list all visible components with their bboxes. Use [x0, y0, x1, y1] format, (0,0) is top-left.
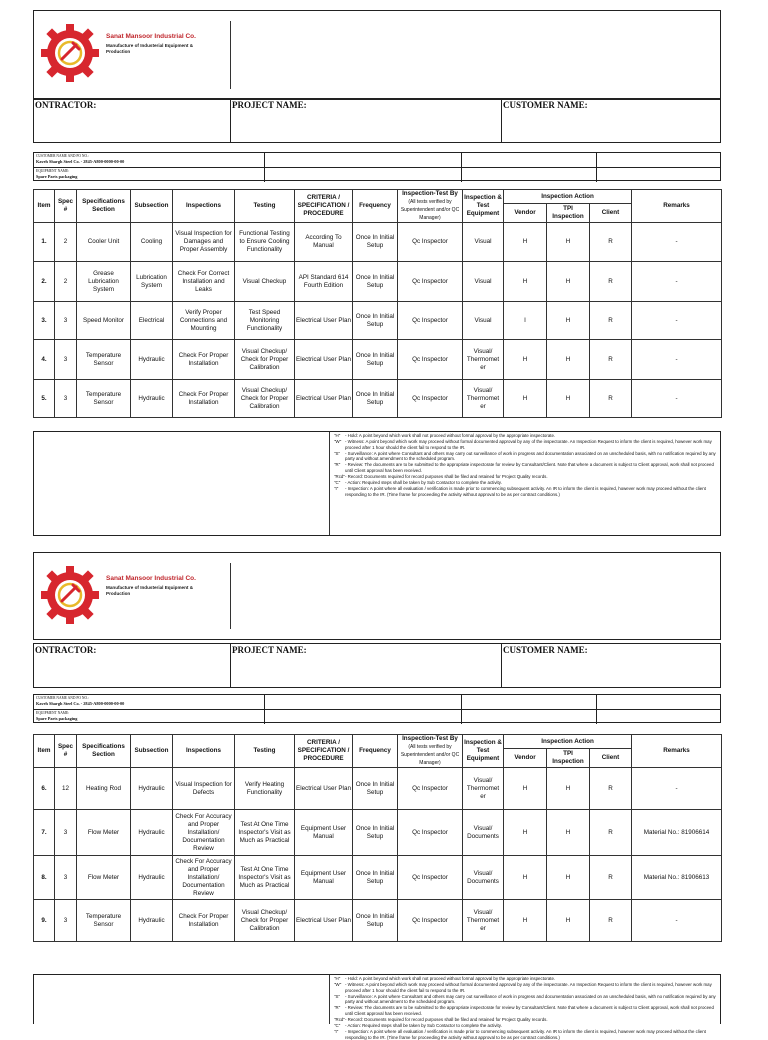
- cell-testing: Test At One Time Inspector's Visit as Much as Practical: [235, 810, 295, 856]
- legend-note: [334, 451, 722, 463]
- cell-by: Qc Inspector: [398, 302, 463, 340]
- cell-testing: Visual Checkup: [235, 262, 295, 302]
- cell-equipment: Visual: [463, 262, 504, 302]
- cell-frequency: Once In Initial Setup: [353, 810, 398, 856]
- cell-spec: 2: [55, 223, 77, 262]
- cell-item: 1.: [34, 223, 55, 262]
- cell-item: 3.: [34, 302, 55, 340]
- cell-tpi: H: [547, 262, 590, 302]
- col-section: Specifications Section: [77, 735, 131, 768]
- cell-subsection: Electrical: [131, 302, 173, 340]
- cell-subsection: Lubrication System: [131, 262, 173, 302]
- cell-by: Qc Inspector: [398, 856, 463, 900]
- col-spec: Spec #: [55, 190, 77, 223]
- col-testing: Testing: [235, 735, 295, 768]
- equipment-row: [34, 709, 720, 724]
- customer-po-row: [34, 695, 720, 709]
- cell-inspections: Check For Proper Installation: [173, 900, 235, 942]
- customer-po-text: CUSTOMER NAME AND PO NO.: Kaveh Shargh Steel Co. - 2845-A800-0000-00-00: [36, 696, 125, 706]
- customer-name-label: CUSTOMER NAME:: [503, 100, 588, 110]
- col-criteria: CRITERIA / SPECIFICATION / PROCEDURE: [295, 735, 353, 768]
- legend-note: [334, 462, 722, 474]
- cell-client: R: [590, 380, 632, 418]
- cell-testing: Visual Checkup/ Check for Proper Calibration: [235, 340, 295, 380]
- header-divider: [230, 563, 231, 629]
- customer-name-cell: [502, 99, 720, 142]
- cell-criteria: Electrical User Plan: [295, 380, 353, 418]
- cell-frequency: Once In Initial Setup: [353, 900, 398, 942]
- cell-client: R: [590, 223, 632, 262]
- contractor-label: ONTRACTOR:: [35, 645, 97, 655]
- legend-text: - Record: Documents required for record purposes shall be filed and retained for Project Quality records.: [345, 1017, 548, 1023]
- legend-note: [334, 994, 722, 1006]
- col-tpi: TPI Inspection: [547, 749, 590, 768]
- col-spec: Spec #: [55, 735, 77, 768]
- cell-criteria: Electrical User Plan: [295, 340, 353, 380]
- legend-key: "R": [334, 462, 341, 468]
- cell-equipment: Visual/ Thermomet er: [463, 768, 504, 810]
- cell-item: 2.: [34, 262, 55, 302]
- table-row: [34, 262, 722, 302]
- col-vendor: Vendor: [504, 749, 547, 768]
- table-row: [34, 380, 722, 418]
- legend-key: "I": [334, 485, 339, 491]
- col-item: Item: [34, 735, 55, 768]
- cell-item: 9.: [34, 900, 55, 942]
- cell-client: R: [590, 810, 632, 856]
- customer-po-text: CUSTOMER NAME AND PO NO.: Kaveh Shargh Steel Co. - 2845-A800-0000-00-00: [36, 154, 125, 164]
- cell-item: 8.: [34, 856, 55, 900]
- legend-key: "R": [334, 1005, 341, 1011]
- legend-key: "C": [334, 1022, 341, 1028]
- cell-frequency: Once In Initial Setup: [353, 768, 398, 810]
- cell-testing: Visual Checkup/ Check for Proper Calibration: [235, 380, 295, 418]
- legend-blank-cell: [34, 432, 330, 535]
- gear-logo-icon: [40, 561, 100, 633]
- company-logo: [40, 557, 230, 637]
- table-row: [34, 900, 722, 942]
- company-logo: [40, 15, 230, 95]
- table-body: [34, 768, 722, 942]
- cell-item: 6.: [34, 768, 55, 810]
- table-header: [34, 190, 722, 223]
- col-tpi: TPI Inspection: [547, 204, 590, 223]
- legend-key: "H": [334, 433, 341, 438]
- cell-remarks: -: [632, 900, 722, 942]
- col-remarks: Remarks: [632, 190, 722, 223]
- legend-key: "W": [334, 438, 342, 444]
- col-remarks: Remarks: [632, 735, 722, 768]
- legend-text: - Inspection: A point where all evaluation / verification is made prior to commencing subsequent activity. An IR to inform the client is required, however work may proceed without the client responding to the IR. (Time frame for proceeding the activity without approval to be as per contract conditions.): [345, 1028, 706, 1040]
- cell-subsection: Hydraulic: [131, 768, 173, 810]
- cell-by: Qc Inspector: [398, 810, 463, 856]
- gear-logo-icon: [40, 19, 100, 91]
- legend-note: [334, 486, 722, 498]
- cell-criteria: Electrical User Plan: [295, 302, 353, 340]
- legend-text: - Witness: A point beyond which work may proceed without formal documented approval by any of the inspectorate. An Inspection Request to inform the client is required, however work may proceed after 1 hour should the client fail to respond to the IR.: [345, 981, 712, 993]
- cell-remarks: -: [632, 302, 722, 340]
- legend-text: - Action: Required steps shall be taken by Sub Contactor to complete the activity.: [345, 1022, 502, 1028]
- equipment-row: [34, 167, 720, 182]
- inspection-table-1: [33, 189, 722, 418]
- cell-spec: 3: [55, 856, 77, 900]
- customer-info-block: [33, 152, 721, 181]
- cell-frequency: Once In Initial Setup: [353, 340, 398, 380]
- cell-tpi: H: [547, 810, 590, 856]
- cell-section: Flow Meter: [77, 856, 131, 900]
- cell-frequency: Once In Initial Setup: [353, 380, 398, 418]
- legend-text: - Witness: A point beyond which work may proceed without formal documented approval by any of the inspectorate. An Inspection Request to inform the client is required, however work may proceed after 1 hour should the client fail to respond to the IR.: [345, 438, 712, 450]
- project-name-label: PROJECT NAME:: [232, 645, 307, 655]
- cell-criteria: Electrical User Plan: [295, 900, 353, 942]
- legend-text: - Action: Required steps shall be taken by Sub Contactor to complete the activity.: [345, 479, 502, 485]
- col-client: Client: [590, 204, 632, 223]
- logo-header: [33, 552, 721, 640]
- col-section: Specifications Section: [77, 190, 131, 223]
- customer-po-row: [34, 153, 720, 167]
- cell-subsection: Hydraulic: [131, 810, 173, 856]
- legend-note: [334, 1005, 722, 1017]
- cell-remarks: -: [632, 340, 722, 380]
- legend-box: [33, 974, 721, 1040]
- cell-remarks: Material No.: 81906614: [632, 810, 722, 856]
- table-row: [34, 340, 722, 380]
- project-name-label: PROJECT NAME:: [232, 100, 307, 110]
- cell-client: R: [590, 900, 632, 942]
- legend-text: - Review: The documents are to be submitted to the appropriate inspectorate for review by Consultant/Client. Note that where a document is subject to Client approval, work shall not proceed until Client approval has been received.: [345, 1005, 714, 1017]
- legend-blank-cell: [34, 975, 330, 1024]
- cell-testing: Test Speed Monitoring Functionality: [235, 302, 295, 340]
- inspection-table-2: [33, 734, 722, 942]
- cell-section: Heating Rod: [77, 768, 131, 810]
- legend-text: - Hold: A point beyond which work shall not proceed without formal approval by the appropriate inspectorate.: [345, 433, 556, 438]
- col-inspections: Inspections: [173, 735, 235, 768]
- cell-subsection: Hydraulic: [131, 340, 173, 380]
- cell-client: R: [590, 856, 632, 900]
- col-inspections: Inspections: [173, 190, 235, 223]
- cell-inspections: Check For Correct Installation and Leaks: [173, 262, 235, 302]
- legend-note: [334, 1029, 722, 1040]
- cell-frequency: Once In Initial Setup: [353, 856, 398, 900]
- cell-inspections: Visual Inspection for Defects: [173, 768, 235, 810]
- legend-text: - Inspection: A point where all evaluation / verification is made prior to commencing subsequent activity. An IR to inform the client is required, however work may proceed without the client responding to the IR. (Time frame for proceeding the activity without approval to be as per contract conditions.): [345, 485, 706, 497]
- cell-vendor: H: [504, 856, 547, 900]
- cell-section: Cooler Unit: [77, 223, 131, 262]
- col-inspection-test-by: Inspection-Test By (All tests verified by Superintendent and/or QC Manager): [398, 735, 463, 768]
- cell-tpi: H: [547, 302, 590, 340]
- cell-testing: Visual Checkup/ Check for Proper Calibration: [235, 900, 295, 942]
- equipment-text: EQUIPMENT NAME: Spare Parts packaging: [36, 169, 78, 179]
- project-info-row: [33, 98, 721, 143]
- contractor-label: ONTRACTOR:: [35, 100, 97, 110]
- cell-tpi: H: [547, 340, 590, 380]
- cell-criteria: API Standard 614 Fourth Edition: [295, 262, 353, 302]
- cell-vendor: I: [504, 302, 547, 340]
- table-row: [34, 856, 722, 900]
- cell-section: Temperature Sensor: [77, 380, 131, 418]
- cell-frequency: Once In Initial Setup: [353, 223, 398, 262]
- cell-vendor: H: [504, 768, 547, 810]
- company-name: Sanat Mansoor Industrial Co.: [106, 33, 196, 40]
- col-item: Item: [34, 190, 55, 223]
- legend-key: "Rcd": [334, 474, 345, 480]
- legend-notes: [334, 433, 722, 497]
- cell-remarks: -: [632, 768, 722, 810]
- col-action: Inspection Action: [504, 735, 632, 749]
- cell-vendor: H: [504, 340, 547, 380]
- cell-client: R: [590, 302, 632, 340]
- cell-subsection: Hydraulic: [131, 856, 173, 900]
- cell-vendor: H: [504, 223, 547, 262]
- col-testing: Testing: [235, 190, 295, 223]
- cell-testing: Test At One Time Inspector's Visit as Much as Practical: [235, 856, 295, 900]
- cell-subsection: Hydraulic: [131, 900, 173, 942]
- customer-info-block: [33, 694, 721, 723]
- project-info-row: [33, 643, 721, 688]
- cell-vendor: H: [504, 380, 547, 418]
- legend-key: "W": [334, 981, 342, 987]
- contractor-cell: [34, 644, 231, 687]
- table-row: [34, 810, 722, 856]
- cell-inspections: Visual Inspection for Damages and Proper Assembly: [173, 223, 235, 262]
- col-subsection: Subsection: [131, 735, 173, 768]
- company-tagline: Manufacture of Industerial Equipment & Production: [106, 43, 194, 54]
- cell-client: R: [590, 340, 632, 380]
- cell-remarks: Material No.: 81906613: [632, 856, 722, 900]
- table-row: [34, 223, 722, 262]
- cell-tpi: H: [547, 223, 590, 262]
- cell-criteria: According To Manual: [295, 223, 353, 262]
- col-action: Inspection Action: [504, 190, 632, 204]
- cell-remarks: -: [632, 262, 722, 302]
- customer-name-label: CUSTOMER NAME:: [503, 645, 588, 655]
- cell-item: 5.: [34, 380, 55, 418]
- cell-subsection: Cooling: [131, 223, 173, 262]
- cell-by: Qc Inspector: [398, 340, 463, 380]
- contractor-cell: [34, 99, 231, 142]
- cell-equipment: Visual: [463, 302, 504, 340]
- cell-by: Qc Inspector: [398, 262, 463, 302]
- col-equipment: Inspection & Test Equipment: [463, 190, 504, 223]
- legend-key: "C": [334, 479, 341, 485]
- legend-key: "S": [334, 450, 341, 456]
- col-inspection-test-by: Inspection-Test By (All tests verified by Superintendent and/or QC Manager): [398, 190, 463, 223]
- cell-by: Qc Inspector: [398, 768, 463, 810]
- cell-vendor: H: [504, 810, 547, 856]
- legend-note: [334, 982, 722, 994]
- col-vendor: Vendor: [504, 204, 547, 223]
- cell-remarks: -: [632, 380, 722, 418]
- cell-tpi: H: [547, 768, 590, 810]
- cell-inspections: Check For Proper Installation: [173, 340, 235, 380]
- cell-criteria: Equipment User Manual: [295, 856, 353, 900]
- cell-equipment: Visual/ Thermomet er: [463, 340, 504, 380]
- cell-testing: Verify Heating Functionality: [235, 768, 295, 810]
- cell-frequency: Once In Initial Setup: [353, 262, 398, 302]
- cell-remarks: -: [632, 223, 722, 262]
- legend-text: - Surveillance: A point where Consultant and others may carry out surveillance of work in progress and documentation associated on an unscheduled basis, with no notification required by any party and without amendment to the scheduled program.: [345, 450, 716, 462]
- cell-equipment: Visual/ Thermomet er: [463, 900, 504, 942]
- cell-criteria: Electrical User Plan: [295, 768, 353, 810]
- cell-vendor: H: [504, 900, 547, 942]
- header-divider: [230, 21, 231, 89]
- cell-by: Qc Inspector: [398, 900, 463, 942]
- cell-spec: 3: [55, 380, 77, 418]
- col-frequency: Frequency: [353, 735, 398, 768]
- cell-inspections: Check For Accuracy and Proper Installation/ Documentation Review: [173, 810, 235, 856]
- cell-spec: 3: [55, 810, 77, 856]
- cell-section: Grease Lubrication System: [77, 262, 131, 302]
- cell-equipment: Visual: [463, 223, 504, 262]
- table-body: [34, 223, 722, 418]
- logo-header: [33, 10, 721, 100]
- cell-section: Temperature Sensor: [77, 900, 131, 942]
- cell-spec: 12: [55, 768, 77, 810]
- cell-client: R: [590, 768, 632, 810]
- col-equipment: Inspection & Test Equipment: [463, 735, 504, 768]
- cell-equipment: Visual/ Documents: [463, 810, 504, 856]
- col-client: Client: [590, 749, 632, 768]
- cell-spec: 3: [55, 340, 77, 380]
- cell-section: Temperature Sensor: [77, 340, 131, 380]
- company-tagline: Manufacture of Industerial Equipment & Production: [106, 585, 194, 596]
- legend-text: - Record: Documents required for record purposes shall be filed and retained for Project Quality records.: [345, 474, 548, 480]
- cell-item: 4.: [34, 340, 55, 380]
- company-name: Sanat Mansoor Industrial Co.: [106, 575, 196, 582]
- cell-section: Flow Meter: [77, 810, 131, 856]
- cell-inspections: Check For Proper Installation: [173, 380, 235, 418]
- legend-text: - Hold: A point beyond which work shall not proceed without formal approval by the appropriate inspectorate.: [345, 976, 556, 981]
- cell-equipment: Visual/ Thermomet er: [463, 380, 504, 418]
- table-header: [34, 735, 722, 768]
- table-row: [34, 302, 722, 340]
- cell-section: Speed Monitor: [77, 302, 131, 340]
- project-name-cell: [231, 644, 502, 687]
- cell-spec: 3: [55, 302, 77, 340]
- cell-spec: 2: [55, 262, 77, 302]
- legend-key: "S": [334, 993, 341, 999]
- legend-key: "Rcd": [334, 1017, 345, 1023]
- project-name-cell: [231, 99, 502, 142]
- legend-note: [334, 439, 722, 451]
- cell-client: R: [590, 262, 632, 302]
- cell-item: 7.: [34, 810, 55, 856]
- cell-inspections: Verify Proper Connections and Mounting: [173, 302, 235, 340]
- cell-inspections: Check For Accuracy and Proper Installation/ Documentation Review: [173, 856, 235, 900]
- col-subsection: Subsection: [131, 190, 173, 223]
- cell-subsection: Hydraulic: [131, 380, 173, 418]
- cell-by: Qc Inspector: [398, 223, 463, 262]
- cell-spec: 3: [55, 900, 77, 942]
- legend-box: [33, 431, 721, 536]
- cell-tpi: H: [547, 380, 590, 418]
- cell-vendor: H: [504, 262, 547, 302]
- col-criteria: CRITERIA / SPECIFICATION / PROCEDURE: [295, 190, 353, 223]
- cell-testing: Functional Testing to Ensure Cooling Functionality: [235, 223, 295, 262]
- legend-key: "H": [334, 976, 341, 981]
- cell-criteria: Equipment User Manual: [295, 810, 353, 856]
- legend-key: "I": [334, 1028, 339, 1034]
- legend-notes: [334, 976, 722, 1040]
- cell-tpi: H: [547, 856, 590, 900]
- cell-equipment: Visual/ Documents: [463, 856, 504, 900]
- equipment-text: EQUIPMENT NAME: Spare Parts packaging: [36, 711, 78, 721]
- legend-text: - Surveillance: A point where Consultant and others may carry out surveillance of work in progress and documentation associated on an unscheduled basis, with no notification required by any party and without amendment to the scheduled program.: [345, 993, 716, 1005]
- cell-by: Qc Inspector: [398, 380, 463, 418]
- customer-name-cell: [502, 644, 720, 687]
- cell-frequency: Once In Initial Setup: [353, 302, 398, 340]
- legend-text: - Review: The documents are to be submitted to the appropriate inspectorate for review by Consultant/Client. Note that where a document is subject to Client approval, work shall not proceed until Client approval has been received.: [345, 462, 714, 474]
- col-frequency: Frequency: [353, 190, 398, 223]
- cell-tpi: H: [547, 900, 590, 942]
- table-row: [34, 768, 722, 810]
